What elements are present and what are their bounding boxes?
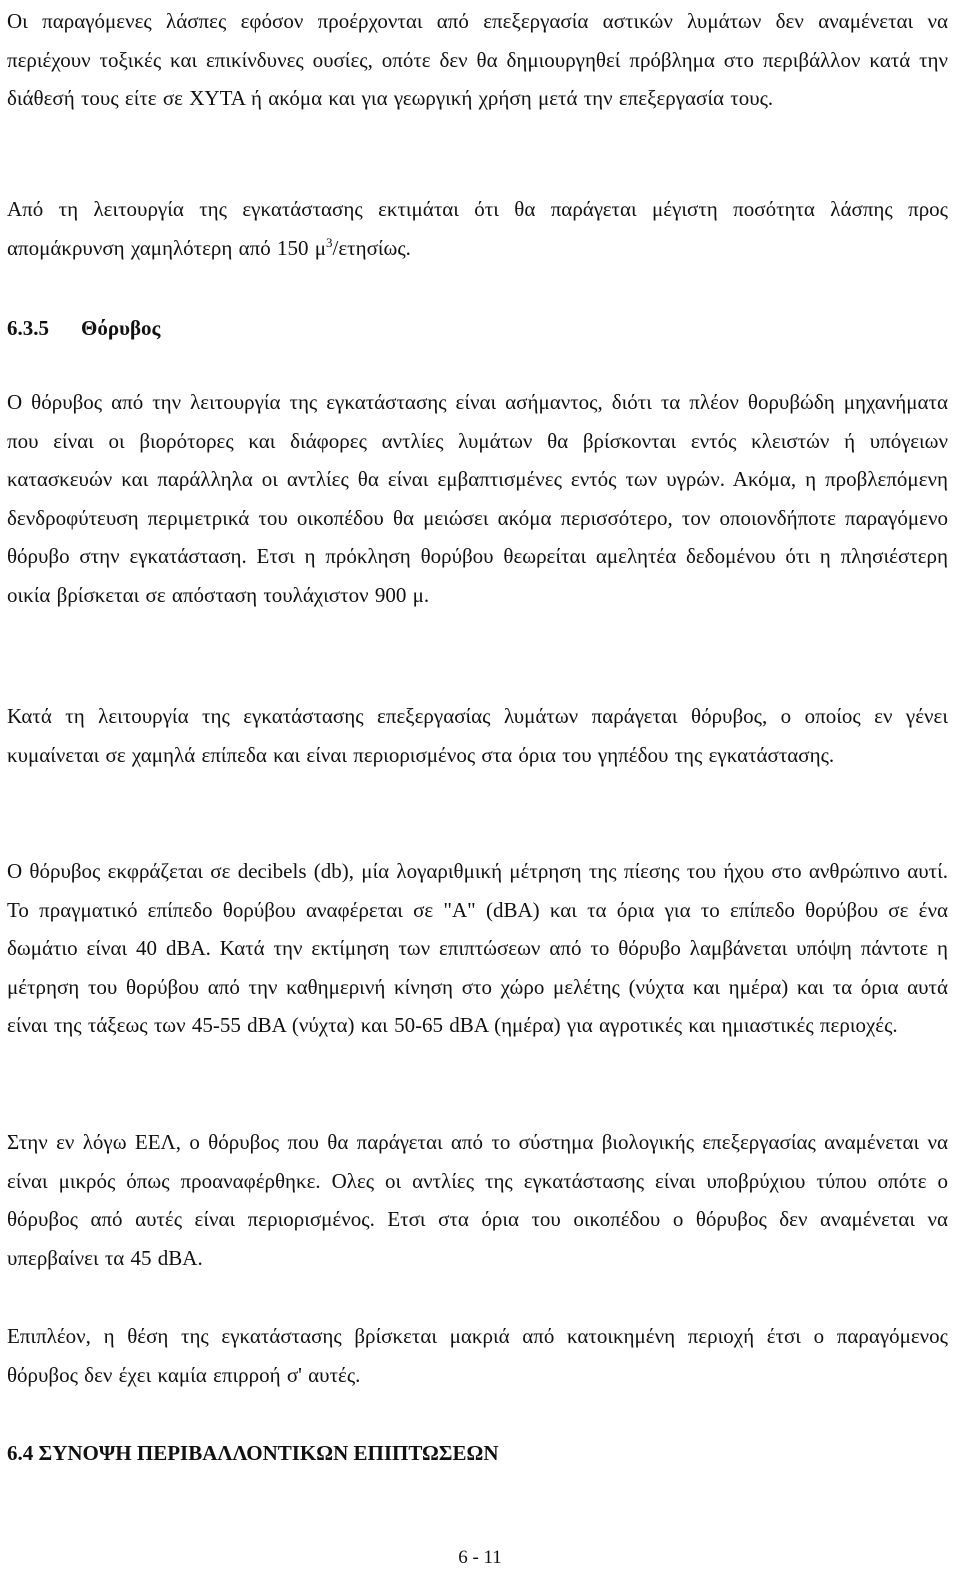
paragraph-eel-noise: Στην εν λόγω ΕΕΛ, ο θόρυβος που θα παράγεται από το σύστημα βιολογικής επεξεργασίας αναμένεται να είναι μικρός όπως προαναφέρθηκε. Ολες οι αντλίες της εγκατάστασης είναι υποβρύχιου τύπου οπότε ο θόρυβος από αυτές είναι περιορισμένος. Ετσι στα όρια του οικοπέδου ο θόρυβος δεν αναμένεται να υπερβαίνει τα 45 dBA. <box>7 1130 948 1270</box>
page-number: 6 - 11 <box>458 1547 502 1568</box>
paragraph-location: Επιπλέον, η θέση της εγκατάστασης βρίσκεται μακριά από κατοικημένη περιοχή έτσι ο παραγόμενος θόρυβος δεν έχει καμία επιρροή σ' αυτές. <box>7 1324 948 1387</box>
section-heading-summary: 6.4 ΣΥΝΟΨΗ ΠΕΡΙΒΑΛΛΟΝΤΙΚΩΝ ΕΠΙΠΤΩΣΕΩΝ <box>7 1441 499 1465</box>
paragraph-sludge-quantity <box>7 190 948 267</box>
paragraph-decibels: Ο θόρυβος εκφράζεται σε decibels (db), μία λογαριθμική μέτρηση της πίεσης του ήχου στο ανθρώπινο αυτί. Το πραγματικό επίπεδο θορύβου αναφέρεται σε "A" (dBA) και τα όρια για το επίπεδο θορύβου σε ένα δωμάτιο είναι 40 dBA. Κατά την εκτίμηση των επιπτώσεων από το θόρυβο λαμβάνεται υπόψη πάντοτε η μέτρηση του θορύβου από την καθημερινή κίνηση στο χώρο μελέτης (νύχτα και ημέρα) και τα όρια αυτά είναι της τάξεως των 45-55 dBA (νύχτα) και 50-65 dBA (ημέρα) για αγροτικές και ημιαστικές περιοχές. <box>7 859 948 1037</box>
section-number: 6.3.5 <box>7 316 49 340</box>
paragraph-noise-levels: Κατά τη λειτουργία της εγκατάστασης επεξεργασίας λυμάτων παράγεται θόρυβος, ο οποίος εν γένει κυμαίνεται σε χαμηλά επίπεδα και είναι περιορισμένος στα όρια του γηπέδου της εγκατάστασης. <box>7 704 948 767</box>
sludge-quantity-unit: /ετησίως. <box>332 235 411 260</box>
paragraph-noise-insignificant: Ο θόρυβος από την λειτουργία της εγκατάστασης είναι ασήμαντος, διότι τα πλέον θορυβώδη μηχανήματα που είναι οι βιορότορες και διάφορες αντλίες λυμάτων θα βρίσκονται εντός κλειστών ή υπόγειων κατασκευών και παράλληλα οι αντλίες θα είναι εμβαπτισμένες εντός των υγρών. Ακόμα, η προβλεπόμενη δενδροφύτευση περιμετρικά του οικοπέδου θα μειώσει ακόμα περισσότερο, τον οποιονδήποτε παραγόμενο θόρυβο στην εγκατάσταση. Ετσι η πρόκληση θορύβου θεωρείται αμελητέα δεδομένου ότι η πλησιέστερη οικία βρίσκεται σε απόσταση τουλάχιστον 900 μ. <box>7 390 948 607</box>
cubic-superscript: 3 <box>326 234 333 250</box>
sludge-quantity-text: Από τη λειτουργία της εγκατάστασης εκτιμάται ότι θα παράγεται μέγιστη ποσότητα λάσπης προς απομάκρυνση χαμηλότερη από 150 μ <box>7 197 948 260</box>
section-title: Θόρυβος <box>81 316 161 340</box>
paragraph-sludge-disposal: Οι παραγόμενες λάσπες εφόσον προέρχονται από επεξεργασία αστικών λυμάτων δεν αναμένεται να περιέχουν τοξικές και επικίνδυνες ουσίες, οπότε δεν θα δημιουργηθεί πρόβλημα στο περιβάλλον κατά την διάθεσή τους είτε σε ΧΥΤΑ ή ακόμα και για γεωργική χρήση μετά την επεξεργασία τους. <box>7 9 948 110</box>
section-heading-noise <box>7 309 160 347</box>
